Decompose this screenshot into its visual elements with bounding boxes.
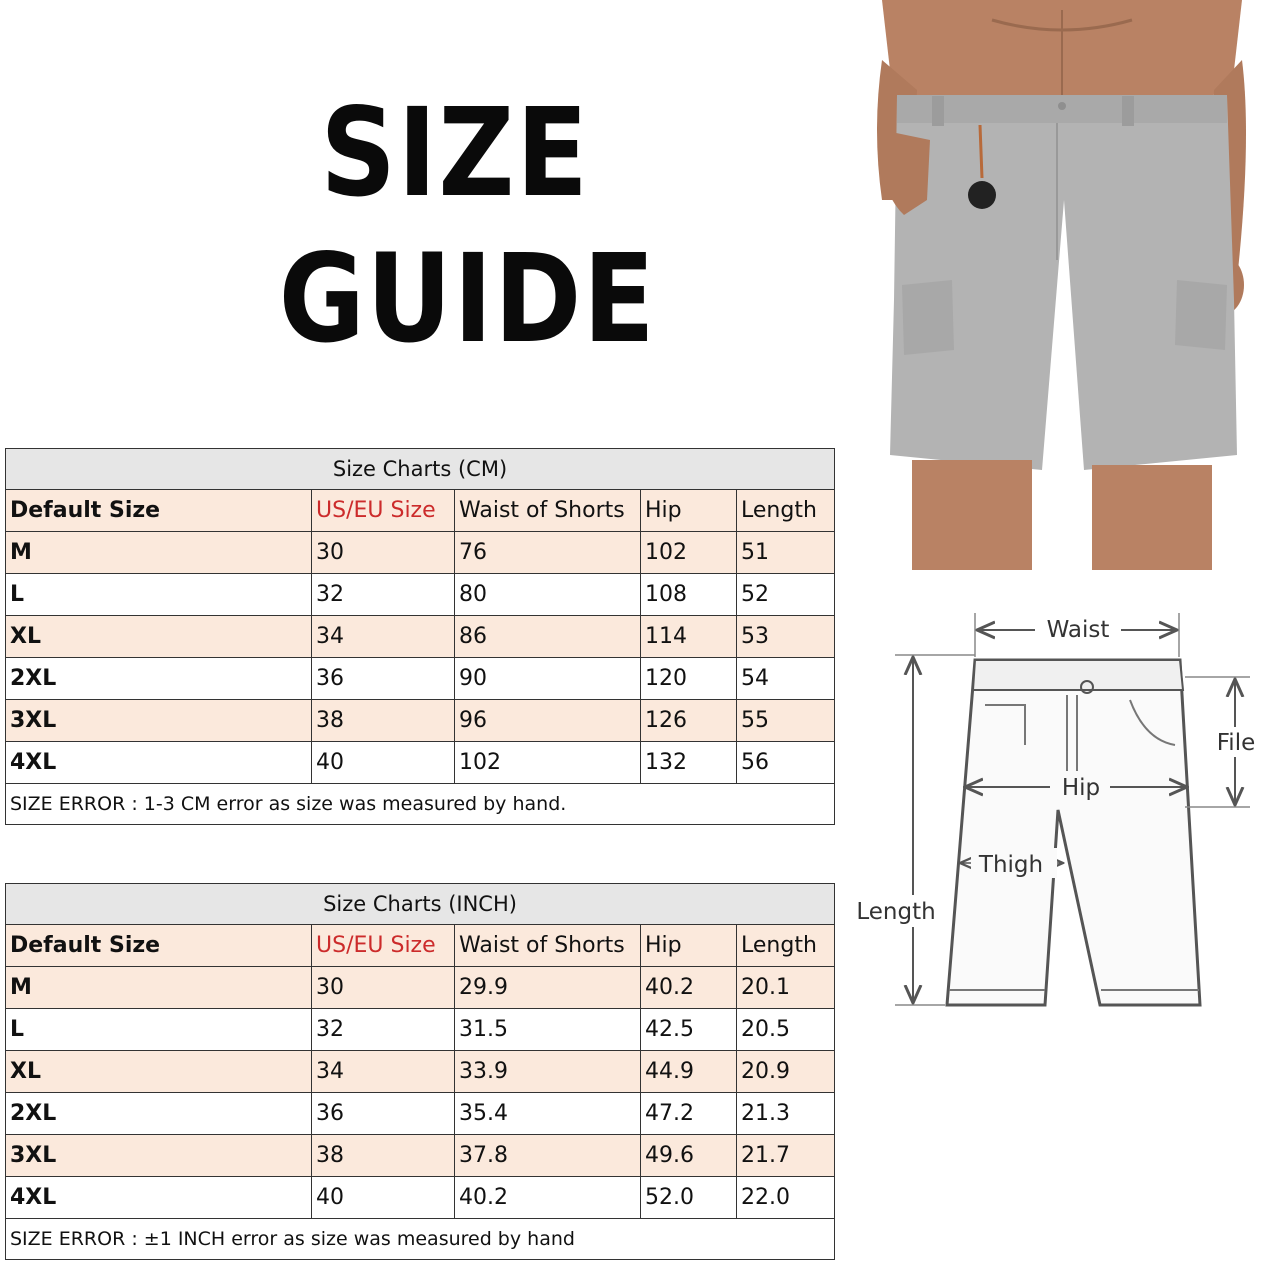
cell-length: 20.5 (737, 1009, 835, 1051)
header-default-size: Default Size (6, 925, 312, 967)
header-us-eu-size: US/EU Size (312, 925, 455, 967)
file-label: File (1216, 730, 1256, 756)
cell-us-eu: 36 (312, 658, 455, 700)
cell-waist: 90 (455, 658, 641, 700)
header-length: Length (737, 925, 835, 967)
page-title-line-1: SIZE (320, 82, 590, 224)
size-chart-cm (5, 448, 835, 825)
table-row (6, 574, 835, 616)
thigh-label: Thigh (978, 852, 1044, 878)
header-hip: Hip (641, 490, 737, 532)
cell-hip: 126 (641, 700, 737, 742)
header-length: Length (737, 490, 835, 532)
cell-us-eu: 36 (312, 1093, 455, 1135)
cell-length: 22.0 (737, 1177, 835, 1219)
page-title-line-2: GUIDE (278, 228, 657, 370)
table-row (6, 532, 835, 574)
cell-waist: 76 (455, 532, 641, 574)
cell-hip: 120 (641, 658, 737, 700)
cell-waist: 35.4 (455, 1093, 641, 1135)
cell-us-eu: 40 (312, 1177, 455, 1219)
cell-size: L (6, 1009, 312, 1051)
table-row (6, 967, 835, 1009)
cell-size: M (6, 967, 312, 1009)
cell-waist: 29.9 (455, 967, 641, 1009)
cell-waist: 96 (455, 700, 641, 742)
cell-size: M (6, 532, 312, 574)
table-row (6, 1177, 835, 1219)
cell-size: 4XL (6, 1177, 312, 1219)
cell-length: 21.3 (737, 1093, 835, 1135)
cell-hip: 108 (641, 574, 737, 616)
cell-size: 2XL (6, 1093, 312, 1135)
cell-us-eu: 40 (312, 742, 455, 784)
header-hip: Hip (641, 925, 737, 967)
cell-length: 56 (737, 742, 835, 784)
waist-label: Waist (1046, 617, 1110, 643)
table-row (6, 1051, 835, 1093)
header-waist: Waist of Shorts (455, 925, 641, 967)
cell-us-eu: 38 (312, 1135, 455, 1177)
cell-hip: 132 (641, 742, 737, 784)
cell-us-eu: 32 (312, 574, 455, 616)
table-row (6, 1093, 835, 1135)
shorts-outline (947, 660, 1200, 1005)
table-row (6, 700, 835, 742)
cell-us-eu: 30 (312, 967, 455, 1009)
cell-length: 20.9 (737, 1051, 835, 1093)
inch-header-row (6, 925, 835, 967)
cell-size: 4XL (6, 742, 312, 784)
cell-us-eu: 30 (312, 532, 455, 574)
header-us-eu-size: US/EU Size (312, 490, 455, 532)
cell-us-eu: 34 (312, 1051, 455, 1093)
cell-length: 54 (737, 658, 835, 700)
cell-hip: 44.9 (641, 1051, 737, 1093)
table-row (6, 1135, 835, 1177)
cell-waist: 31.5 (455, 1009, 641, 1051)
cell-us-eu: 32 (312, 1009, 455, 1051)
cell-length: 55 (737, 700, 835, 742)
cell-length: 53 (737, 616, 835, 658)
product-photo (842, 0, 1280, 570)
cell-waist: 102 (455, 742, 641, 784)
measurement-diagram (845, 595, 1280, 1025)
cell-hip: 47.2 (641, 1093, 737, 1135)
inch-chart-caption: Size Charts (INCH) (6, 884, 835, 925)
table-row (6, 1009, 835, 1051)
cell-length: 20.1 (737, 967, 835, 1009)
cell-size: 3XL (6, 700, 312, 742)
cell-waist: 80 (455, 574, 641, 616)
cell-waist: 33.9 (455, 1051, 641, 1093)
cell-size: XL (6, 1051, 312, 1093)
table-row (6, 742, 835, 784)
cell-length: 51 (737, 532, 835, 574)
cell-size: XL (6, 616, 312, 658)
cell-hip: 40.2 (641, 967, 737, 1009)
size-chart-inch (5, 883, 835, 1260)
cell-hip: 42.5 (641, 1009, 737, 1051)
cell-size: 2XL (6, 658, 312, 700)
cell-length: 21.7 (737, 1135, 835, 1177)
cell-us-eu: 34 (312, 616, 455, 658)
header-default-size: Default Size (6, 490, 312, 532)
hip-label: Hip (1061, 775, 1101, 801)
cell-size: L (6, 574, 312, 616)
table-row (6, 616, 835, 658)
cm-header-row (6, 490, 835, 532)
cell-hip: 49.6 (641, 1135, 737, 1177)
length-label: Length (856, 899, 936, 925)
cell-us-eu: 38 (312, 700, 455, 742)
cell-hip: 114 (641, 616, 737, 658)
cm-size-error-note: SIZE ERROR : 1-3 CM error as size was measured by hand. (6, 784, 835, 825)
cell-waist: 37.8 (455, 1135, 641, 1177)
cell-size: 3XL (6, 1135, 312, 1177)
cell-hip: 102 (641, 532, 737, 574)
inch-size-error-note: SIZE ERROR : ±1 INCH error as size was measured by hand (6, 1219, 835, 1260)
header-waist: Waist of Shorts (455, 490, 641, 532)
table-row (6, 658, 835, 700)
cell-waist: 40.2 (455, 1177, 641, 1219)
cell-length: 52 (737, 574, 835, 616)
cell-waist: 86 (455, 616, 641, 658)
cell-hip: 52.0 (641, 1177, 737, 1219)
cm-chart-caption: Size Charts (CM) (6, 449, 835, 490)
